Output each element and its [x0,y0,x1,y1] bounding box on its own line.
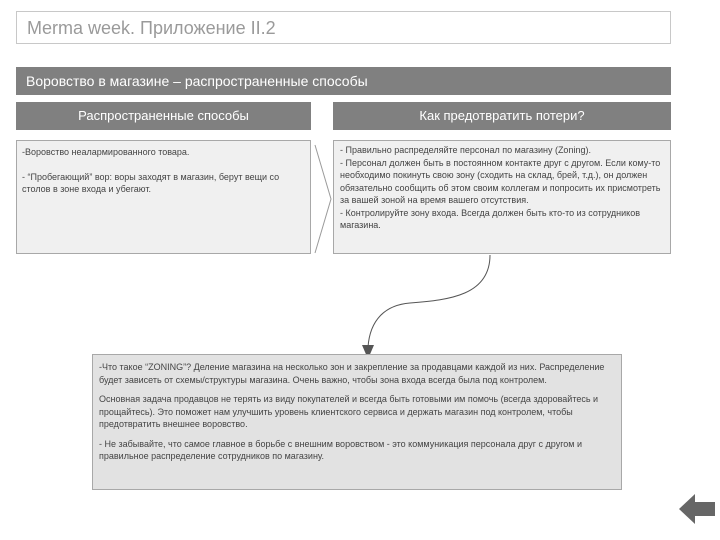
page-title: Merma week. Приложение II.2 [27,18,276,38]
prevention-box [333,140,671,254]
zoning-paragraph: - Не забывайте, что самое главное в борьбе с внешним воровством - это коммуникация персонала друг с другом и правильное распределение сотрудников по магазину. [99,438,583,461]
zoning-box [92,354,622,490]
prevention-item: - Правильно распределяйте персонал по магазину (Zoning). [340,145,591,155]
right-column-header: Как предотвратить потери? [333,102,671,130]
section-title: Воровство в магазине – распространенные способы [16,67,671,95]
methods-box [16,140,311,254]
zoning-paragraph: Основная задача продавцов не терять из виду покупателей и всегда быть готовыми им помочь (всегда здоровайтесь и прощайтесь). Это поможет нам улучшить уровень клиентского сервиса и держать магазин под контролем, чтобы предотвратить внешнее воровство. [99,394,599,429]
chevron-right-icon [313,143,333,255]
curved-arrow-icon [330,255,530,365]
title-box [16,11,671,44]
prevention-item: - Персонал должен быть в постоянном контакте друг с другом. Если кому-то необходимо покинуть свою зону (сходить на склад, брей, т.д.), он должен обязательно сообщить об этом своим коллегам и попросить их присмотреть за вашей зоной на время вашего отсутствия. [340,157,661,205]
method-item: - “Пробегающий” вор: воры заходят в магазин, берут вещи со столов в зоне входа и убегают. [22,171,280,194]
left-column-header: Распространенные способы [16,102,311,130]
back-arrow-icon[interactable] [677,492,717,526]
prevention-item: - Контролируйте зону входа. Всегда должен быть кто-то из сотрудников магазина. [340,207,640,230]
zoning-paragraph: -Что такое “ZONING”? Деление магазина на несколько зон и закрепление за продавцами каждой из них. Распределение будет зависеть от схемы/структуры магазина. Очень важно, чтобы зона входа всегда была под контролем. [99,362,605,385]
method-item: -Воровство неалармированного товара. [22,147,190,157]
